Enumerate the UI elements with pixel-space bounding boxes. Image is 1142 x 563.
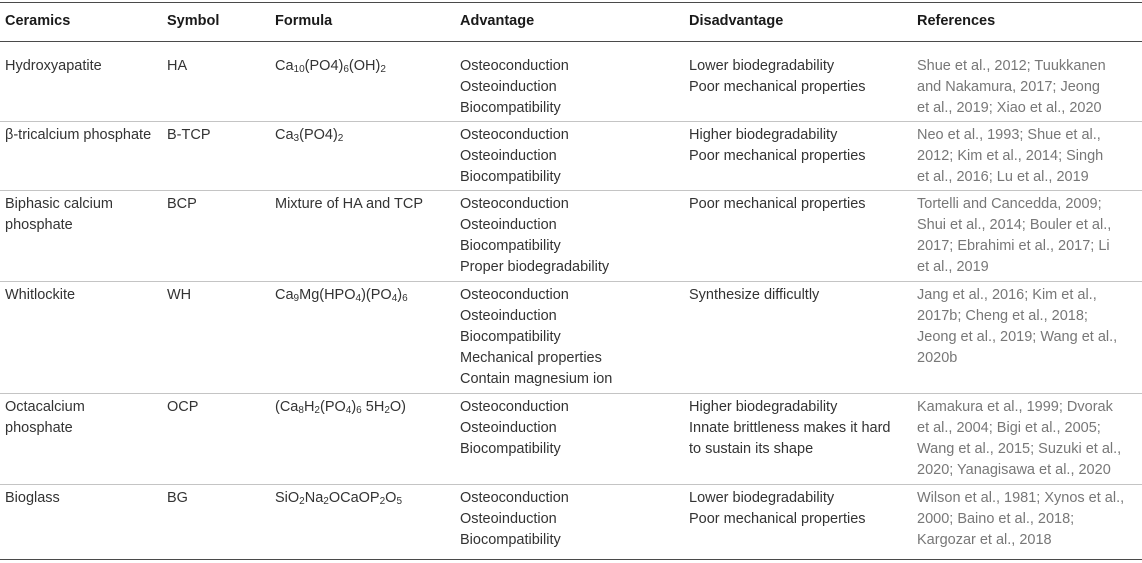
references-line: Wang et al., 2015; Suzuki et al.,: [917, 441, 1122, 457]
ceramic-line: β-tricalcium phosphate: [5, 127, 152, 143]
formula-part: (PO4): [304, 58, 344, 74]
disadvantage-cell: [689, 125, 866, 167]
ceramic-line: Biphasic calcium: [5, 196, 113, 212]
references-line: 2017b; Cheng et al., 2018;: [917, 308, 1088, 324]
disadvantage-line: to sustain its shape: [689, 441, 814, 457]
formula-subscript: 6: [402, 293, 408, 304]
formula-subscript: 2: [323, 496, 329, 507]
references-cell: [917, 285, 1117, 369]
advantage-line: Osteoconduction: [460, 399, 569, 415]
references-line: Jang et al., 2016; Kim et al.,: [917, 287, 1097, 303]
symbol-cell: BCP: [167, 196, 197, 212]
references-cell: [917, 397, 1121, 481]
table-top-rule: [0, 2, 1142, 3]
ceramic-cell: [5, 397, 85, 439]
references-line: et al., 2016; Lu et al., 2019: [917, 169, 1089, 185]
references-line: et al., 2019: [917, 259, 989, 275]
formula-part: (PO4): [299, 127, 338, 143]
references-cell: [917, 125, 1103, 188]
references-line: et al., 2019; Xiao et al., 2020: [917, 100, 1102, 116]
references-line: 2020b: [917, 350, 958, 366]
ceramic-line: Whitlockite: [5, 287, 76, 303]
advantage-line: Osteoinduction: [460, 511, 557, 527]
references-line: 2000; Baino et al., 2018;: [917, 511, 1075, 527]
formula-part: (Ca: [275, 399, 299, 415]
advantage-cell: [460, 285, 612, 390]
advantage-line: Mechanical properties: [460, 350, 602, 366]
symbol-cell: BG: [167, 490, 188, 506]
references-line: Kamakura et al., 1999; Dvorak: [917, 399, 1113, 415]
formula-part: OCaOP: [328, 490, 380, 506]
formula-subscript: 2: [380, 64, 386, 75]
formula-subscript: 2: [314, 405, 320, 416]
formula-subscript: 9: [293, 293, 300, 304]
advantage-line: Osteoinduction: [460, 79, 557, 95]
formula-part: H: [303, 399, 315, 415]
formula-part: 5H: [361, 399, 385, 415]
disadvantage-cell: [689, 194, 866, 215]
formula-subscript: 2: [299, 496, 305, 507]
ceramic-line: phosphate: [5, 420, 73, 436]
disadvantage-line: Higher biodegradability: [689, 399, 838, 415]
formula-part: Ca: [275, 287, 294, 303]
row-divider: [0, 121, 1142, 122]
formula-part: )(PO: [361, 287, 392, 303]
references-line: Jeong et al., 2019; Wang et al.,: [917, 329, 1118, 345]
formula-subscript: 5: [396, 496, 403, 507]
references-line: Shue et al., 2012; Tuukkanen: [917, 58, 1106, 74]
formula-cell: [275, 194, 423, 215]
references-line: Wilson et al., 1981; Xynos et al.,: [917, 490, 1125, 506]
formula-cell: [275, 285, 408, 306]
disadvantage-line: Poor mechanical properties: [689, 79, 866, 95]
advantage-line: Osteoinduction: [460, 308, 557, 324]
formula-subscript: 2: [337, 133, 344, 144]
advantage-line: Biocompatibility: [460, 238, 561, 254]
advantage-line: Contain magnesium ion: [460, 371, 613, 387]
advantage-line: Osteoconduction: [460, 287, 569, 303]
ceramic-line: Hydroxyapatite: [5, 58, 102, 74]
references-line: and Nakamura, 2017; Jeong: [917, 79, 1100, 95]
row-divider: [0, 281, 1142, 282]
formula-part: Ca: [275, 58, 294, 74]
advantage-line: Osteoconduction: [460, 127, 569, 143]
disadvantage-line: Poor mechanical properties: [689, 196, 866, 212]
header-references: References: [917, 13, 996, 29]
advantage-line: Osteoconduction: [460, 490, 569, 506]
disadvantage-line: Synthesize difficultly: [689, 287, 820, 303]
formula-part: Mixture of HA and TCP: [275, 196, 424, 212]
row-divider: [0, 484, 1142, 485]
row-divider: [0, 190, 1142, 191]
formula-subscript: 6: [343, 64, 349, 75]
header-bottom-rule: [0, 41, 1142, 42]
formula-subscript: 4: [355, 293, 362, 304]
formula-part: (OH): [348, 58, 381, 74]
advantage-cell: [460, 56, 569, 119]
formula-cell: [275, 125, 343, 146]
references-cell: [917, 194, 1111, 278]
advantage-line: Proper biodegradability: [460, 259, 610, 275]
header-disadvantage: Disadvantage: [689, 13, 784, 29]
references-line: 2012; Kim et al., 2014; Singh: [917, 148, 1104, 164]
header-symbol: Symbol: [167, 13, 220, 29]
references-line: 2017; Ebrahimi et al., 2017; Li: [917, 238, 1110, 254]
disadvantage-cell: [689, 488, 866, 530]
symbol-cell: HA: [167, 58, 188, 74]
advantage-line: Biocompatibility: [460, 532, 561, 548]
advantage-cell: [460, 397, 569, 460]
references-line: Shui et al., 2014; Bouler et al.,: [917, 217, 1112, 233]
formula-subscript: 8: [298, 405, 304, 416]
table-bottom-rule: [0, 559, 1142, 560]
formula-subscript: 3: [293, 133, 300, 144]
formula-cell: [275, 397, 406, 418]
formula-part: Mg(HPO: [299, 287, 356, 303]
references-cell: [917, 488, 1124, 551]
references-cell: [917, 56, 1106, 119]
formula-part: ): [351, 399, 357, 415]
formula-part: Na: [304, 490, 324, 506]
header-formula: Formula: [275, 13, 333, 29]
ceramic-line: Bioglass: [5, 490, 60, 506]
formula-cell: [275, 488, 402, 509]
ceramic-cell: [5, 125, 151, 146]
ceramic-cell: [5, 194, 113, 236]
symbol-cell: B-TCP: [167, 127, 211, 143]
disadvantage-cell: [689, 285, 819, 306]
advantage-line: Osteoinduction: [460, 148, 557, 164]
formula-subscript: 4: [391, 293, 398, 304]
formula-subscript: 2: [379, 496, 386, 507]
advantage-line: Osteoconduction: [460, 58, 569, 74]
advantage-line: Osteoinduction: [460, 420, 557, 436]
formula-part: (PO: [319, 399, 346, 415]
references-line: Tortelli and Cancedda, 2009;: [917, 196, 1102, 212]
disadvantage-cell: [689, 397, 891, 460]
advantage-line: Biocompatibility: [460, 441, 561, 457]
disadvantage-line: Poor mechanical properties: [689, 148, 866, 164]
formula-subscript: 4: [345, 405, 352, 416]
disadvantage-line: Higher biodegradability: [689, 127, 838, 143]
advantage-cell: [460, 488, 569, 551]
disadvantage-cell: [689, 56, 866, 98]
advantage-line: Osteoconduction: [460, 196, 569, 212]
formula-part: O: [385, 490, 397, 506]
references-line: Neo et al., 1993; Shue et al.,: [917, 127, 1101, 143]
formula-subscript: 10: [293, 64, 305, 75]
row-divider: [0, 393, 1142, 394]
advantage-line: Biocompatibility: [460, 100, 561, 116]
ceramic-cell: [5, 488, 60, 509]
formula-part: Ca: [275, 127, 294, 143]
references-line: 2020; Yanagisawa et al., 2020: [917, 462, 1111, 478]
advantage-line: Osteoinduction: [460, 217, 557, 233]
symbol-cell: WH: [167, 287, 192, 303]
formula-subscript: 6: [356, 405, 362, 416]
ceramic-cell: [5, 285, 75, 306]
formula-part: O): [389, 399, 406, 415]
advantage-line: Biocompatibility: [460, 169, 561, 185]
references-line: et al., 2004; Bigi et al., 2005;: [917, 420, 1101, 436]
references-line: Kargozar et al., 2018: [917, 532, 1052, 548]
header-ceramics: Ceramics: [5, 13, 71, 29]
disadvantage-line: Lower biodegradability: [689, 58, 835, 74]
advantage-cell: [460, 125, 569, 188]
disadvantage-line: Lower biodegradability: [689, 490, 835, 506]
formula-part: SiO: [275, 490, 300, 506]
formula-part: ): [397, 287, 403, 303]
advantage-cell: [460, 194, 609, 278]
symbol-cell: OCP: [167, 399, 199, 415]
ceramic-cell: [5, 56, 102, 77]
formula-subscript: 2: [384, 405, 390, 416]
advantage-line: Biocompatibility: [460, 329, 561, 345]
ceramic-line: phosphate: [5, 217, 73, 233]
disadvantage-line: Poor mechanical properties: [689, 511, 866, 527]
ceramic-line: Octacalcium: [5, 399, 85, 415]
formula-cell: [275, 56, 386, 77]
disadvantage-line: Innate brittleness makes it hard: [689, 420, 891, 436]
header-advantage: Advantage: [460, 13, 535, 29]
